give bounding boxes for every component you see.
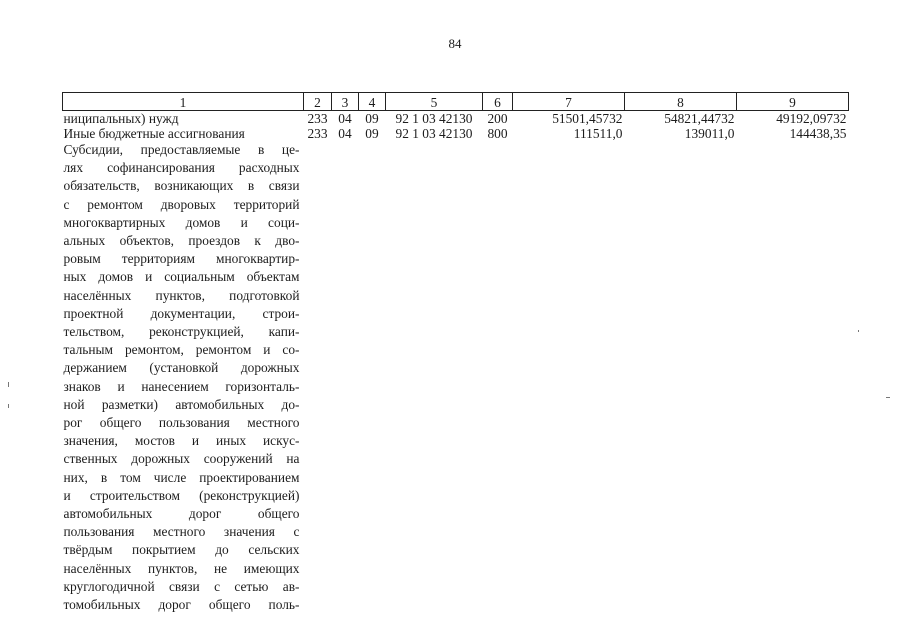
subsidy-line: пользования местного значения с (63, 524, 300, 540)
subsidy-line: рог общего пользования местного (63, 415, 300, 431)
row-name: ниципальных) нужд (63, 111, 179, 126)
col-header-3: 3 (332, 93, 359, 111)
col-header-8: 8 (625, 93, 737, 111)
scan-speck (858, 330, 859, 332)
subsidy-line: ных домов и социальным объектам (63, 269, 300, 285)
subsidy-description-text (64, 141, 300, 614)
table-row (63, 111, 849, 127)
row-name: Иные бюджетные ассигнования (63, 126, 245, 141)
header-row (63, 93, 849, 111)
row-subsection: 09 (365, 126, 379, 141)
row-amount-1: 51501,45732 (552, 111, 623, 126)
subsidy-line: населённых пунктов, не имеющих (63, 560, 300, 576)
scan-speck (8, 404, 9, 408)
subsidy-line: ной разметки) автомобильных до- (63, 396, 300, 412)
scan-speck (8, 382, 9, 387)
subsidy-line: многоквартирных домов и соци- (63, 214, 300, 230)
table-row (63, 126, 849, 141)
row-amount-3: 49192,09732 (776, 111, 847, 126)
row-target-article: 92 1 03 42130 (395, 111, 473, 126)
subsidy-line: держанием (установкой дорожных (63, 360, 300, 376)
row-grbs: 233 (307, 126, 328, 141)
row-target-article: 92 1 03 42130 (395, 126, 473, 141)
scan-speck (886, 397, 890, 398)
subsidy-line: альных объектов, проездов к дво- (63, 233, 300, 249)
col-header-1: 1 (63, 93, 304, 111)
row-subsection: 09 (365, 111, 379, 126)
row-section: 04 (338, 111, 352, 126)
row-amount-2: 54821,44732 (664, 111, 735, 126)
subsidy-line: проектной документации, строи- (63, 305, 300, 321)
row-amount-3: 144438,35 (789, 126, 847, 141)
col-header-4: 4 (359, 93, 386, 111)
row-section: 04 (338, 126, 352, 141)
col-header-9: 9 (737, 93, 849, 111)
row-expense-type: 800 (487, 126, 508, 141)
subsidy-line: и строительством (реконструкцией) (63, 487, 300, 503)
col-header-6: 6 (483, 93, 513, 111)
subsidy-line: тельством, реконструкцией, капи- (63, 324, 300, 340)
subsidy-line: знаков и нанесением горизонталь- (63, 378, 300, 394)
subsidy-line: Субсидии, предоставляемые в це- (63, 142, 300, 157)
subsidy-description (63, 141, 304, 614)
subsidy-line: них, в том числе проектированием (63, 469, 300, 485)
subsidy-line: лях софинансирования расходных (63, 160, 300, 176)
row-amount-2: 139011,0 (684, 126, 735, 141)
row-amount-1: 111511,0 (573, 126, 623, 141)
subsidy-line: ственных дорожных сооружений на (63, 451, 300, 467)
subsidy-line: томобильных дорог общего поль- (63, 597, 300, 613)
subsidy-line: автомобильных дорог общего (63, 506, 300, 522)
col-header-5: 5 (386, 93, 483, 111)
budget-table (62, 92, 849, 614)
subsidy-line: ровым территориям многоквартир- (63, 251, 300, 267)
subsidy-line: значения, мостов и иных искус- (63, 433, 300, 449)
subsidy-line: обязательств, возникающих в связи (63, 178, 300, 194)
table-row-subsidy (63, 141, 849, 614)
col-header-7: 7 (513, 93, 625, 111)
subsidy-line: твёрдым покрытием до сельских (63, 542, 300, 558)
col-header-2: 2 (304, 93, 332, 111)
row-grbs: 233 (307, 111, 328, 126)
subsidy-line: круглогодичной связи с сетью ав- (63, 578, 300, 594)
subsidy-line: тальным ремонтом, ремонтом и со- (63, 342, 300, 358)
subsidy-line: населённых пунктов, подготовкой (63, 287, 300, 303)
subsidy-line: с ремонтом дворовых территорий (63, 196, 300, 212)
page-number: 84 (448, 36, 462, 51)
row-expense-type: 200 (487, 111, 508, 126)
